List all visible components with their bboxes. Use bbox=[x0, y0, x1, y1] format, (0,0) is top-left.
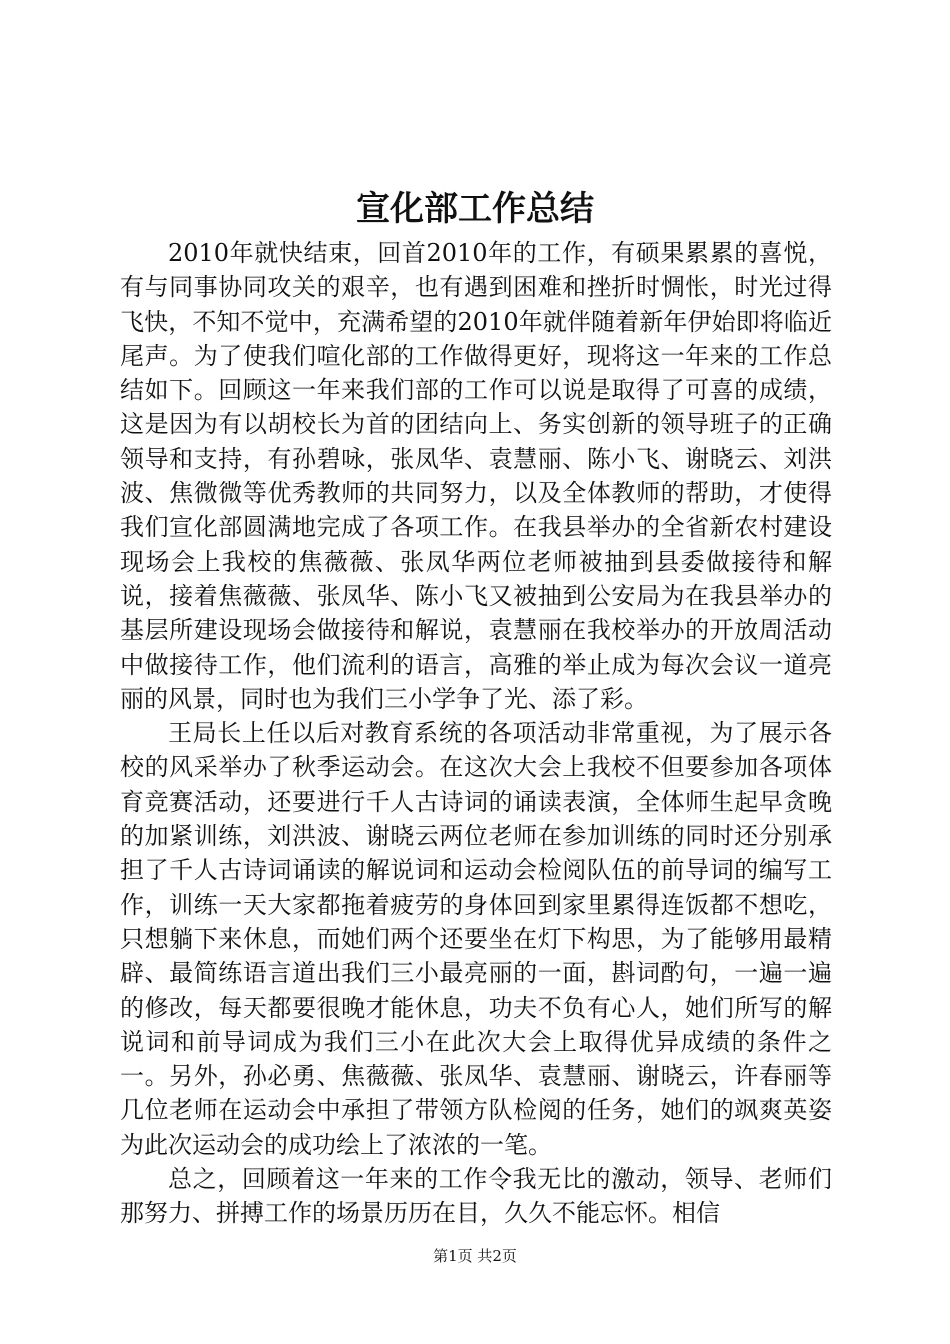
document-body bbox=[120, 236, 832, 1231]
page-footer bbox=[0, 1244, 950, 1268]
page-number-indicator: 第1页 共2页 bbox=[433, 1247, 517, 1265]
paragraph-3: 总之，回顾着这一年来的工作令我无比的激动，领导、老师们那努力、拼搏工作的场景历历在目，久久不能忘怀。相信 bbox=[120, 1165, 832, 1228]
paragraph-2: 王局长上任以后对教育系统的各项活动非常重视，为了展示各校的风采举办了秋季运动会。在这次大会上我校不但要参加各项体育竞赛活动，还要进行千人古诗词的诵读表演，全体师生起早贪晚的加紧训练，刘洪波、谢晓云两位老师在参加训练的同时还分别承担了千人古诗词诵读的解说词和运动会检阅队伍的前导词的编写工作，训练一天大家都拖着疲劳的身体回到家里累得连饭都不想吃，只想躺下来休息，而她们两个还要坐在灯下构思，为了能够用最精辟、最简练语言道出我们三小最亮丽的一面，斟词酌句，一遍一遍的修改，每天都要很晚才能休息，功夫不负有心人，她们所写的解说词和前导词成为我们三小在此次大会上取得优异成绩的条件之一。另外，孙必勇、焦薇薇、张凤华、袁慧丽、谢晓云，许春丽等几位老师在运动会中承担了带领方队检阅的任务，她们的飒爽英姿为此次运动会的成功绘上了浓浓的一笔。 bbox=[120, 719, 832, 1159]
document-title: 宣化部工作总结 bbox=[356, 189, 594, 229]
paragraph-1: 2010年就快结束，回首2010年的工作，有硕果累累的喜悦，有与同事协同攻关的艰辛，也有遇到困难和挫折时惆怅，时光过得飞快，不知不觉中，充满希望的2010年就伴随着新年伊始即将临近尾声。为了使我们喧化部的工作做得更好，现将这一年来的工作总结如下。回顾这一年来我们部的工作可以说是取得了可喜的成绩，这是因为有以胡校长为首的团结向上、务实创新的领导班子的正确领导和支持，有孙碧咏，张凤华、袁慧丽、陈小飞、谢晓云、刘洪波、焦微微等优秀教师的共同努力，以及全体教师的帮助，才使得我们宣化部圆满地完成了各项工作。在我县举办的全省新农村建设现场会上我校的焦薇薇、张凤华两位老师被抽到县委做接待和解说，接着焦薇薇、张凤华、陈小飞又被抽到公安局为在我县举办的基层所建设现场会做接待和解说，袁慧丽在我校举办的开放周活动中做接待工作，他们流利的语言，高雅的举止成为每次会议一道亮丽的风景，同时也为我们三小学争了光、添了彩。 bbox=[120, 239, 832, 713]
